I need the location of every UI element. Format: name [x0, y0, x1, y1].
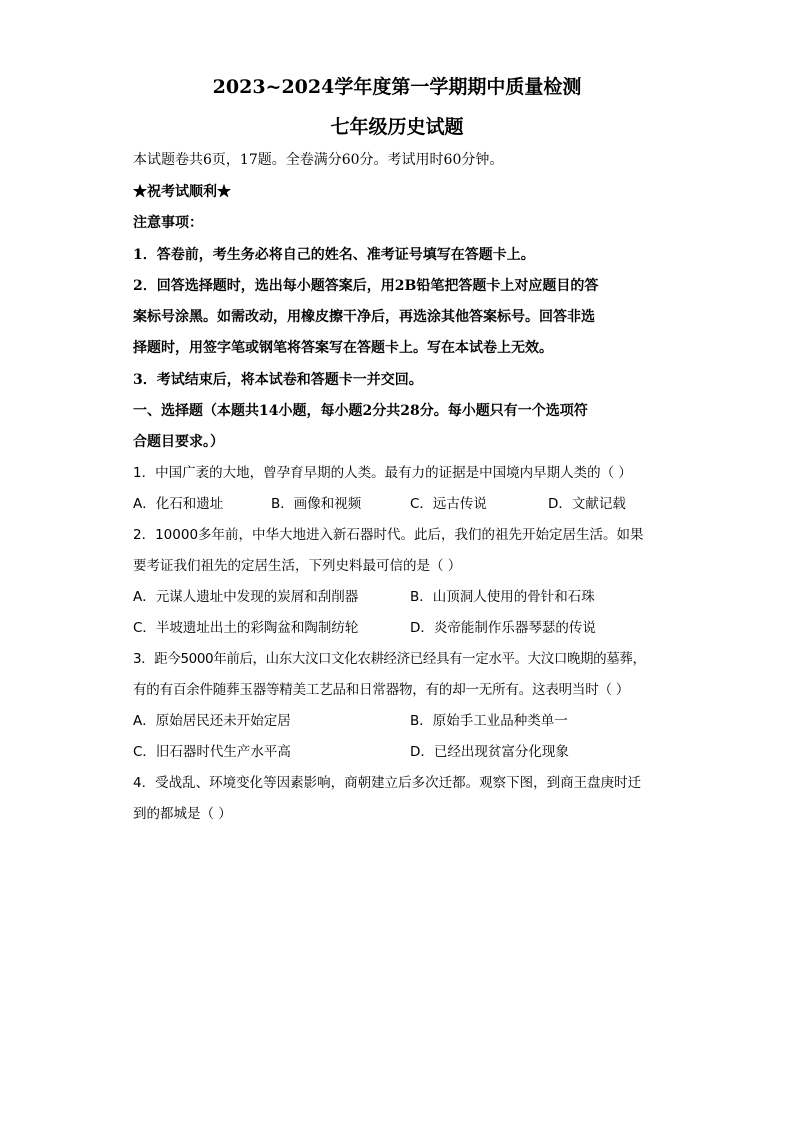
notice-item-1: 1．答卷前，考生务必将自己的姓名、准考证号填写在答题卡上。: [133, 247, 535, 263]
question-2-stem-line-2: 要考证我们祖先的定居生活，下列史料最可信的是（ ）: [133, 558, 462, 574]
question-3-option-b: B．原始手工业品种类单一: [410, 713, 568, 729]
exam-summary: 本试题卷共6页，17题。全卷满分60分。考试用时60分钟。: [133, 152, 504, 168]
question-2-option-c: C．半坡遗址出土的彩陶盆和陶制纺轮: [133, 620, 359, 636]
question-3-stem-line-1: 3．距今5000年前后，山东大汶口文化农耕经济已经具有一定水平。大汶口晚期的墓葬，: [133, 651, 646, 667]
notice-heading: 注意事项：: [133, 215, 203, 231]
question-2-option-d: D．炎帝能制作乐器琴瑟的传说: [410, 620, 596, 636]
notice-item-3: 3．考试结束后，将本试卷和答题卡一并交回。: [133, 372, 423, 388]
notice-item-2-line-3: 择题时，用签字笔或钢笔将答案写在答题卡上。写在本试卷上无效。: [133, 340, 553, 356]
question-3-option-a: A．原始居民还未开始定居: [133, 713, 291, 729]
notice-item-2-line-2: 案标号涂黑。如需改动，用橡皮擦干净后，再选涂其他答案标号。回答非选: [133, 309, 595, 325]
good-luck-wish: ★祝考试顺利★: [133, 184, 231, 200]
question-1-stem: 1．中国广袤的大地，曾孕育早期的人类。最有力的证据是中国境内早期人类的（ ）: [133, 465, 632, 481]
exam-title: 2023~2024学年度第一学期期中质量检测: [212, 76, 582, 98]
question-4-stem-line-1: 4．受战乱、环境变化等因素影响，商朝建立后多次迁都。观察下图，到商王盘庚时迁: [133, 775, 642, 791]
question-3-stem-line-2: 有的有百余件随葬玉器等精美工艺品和日常器物，有的却一无所有。这表明当时（ ）: [133, 682, 630, 698]
question-2-stem-line-1: 2．10000多年前，中华大地进入新石器时代。此后，我们的祖先开始定居生活。如果: [133, 527, 644, 543]
section-heading-line-2: 合题目要求。）: [133, 434, 224, 450]
section-heading-line-1: 一、选择题（本题共14小题，每小题2分共28分。每小题只有一个选项符: [133, 403, 588, 419]
notice-item-2-line-1: 2．回答选择题时，选出每小题答案后，用2B铅笔把答题卡上对应题目的答: [133, 278, 599, 294]
question-1-option-c: C．远古传说: [410, 496, 487, 512]
question-2-option-b: B．山顶洞人使用的骨针和石珠: [410, 589, 595, 605]
question-1-option-a: A．化石和遗址: [133, 496, 224, 512]
exam-subtitle: 七年级历史试题: [330, 116, 464, 138]
question-1-option-b: B．画像和视频: [271, 496, 362, 512]
question-1-option-d: D．文献记载: [548, 496, 626, 512]
question-2-option-a: A．元谋人遗址中发现的炭屑和刮削器: [133, 589, 359, 605]
question-3-option-c: C．旧石器时代生产水平高: [133, 744, 291, 760]
question-4-stem-line-2: 到的都城是（ ）: [133, 806, 232, 822]
question-3-option-d: D．已经出现贫富分化现象: [410, 744, 569, 760]
